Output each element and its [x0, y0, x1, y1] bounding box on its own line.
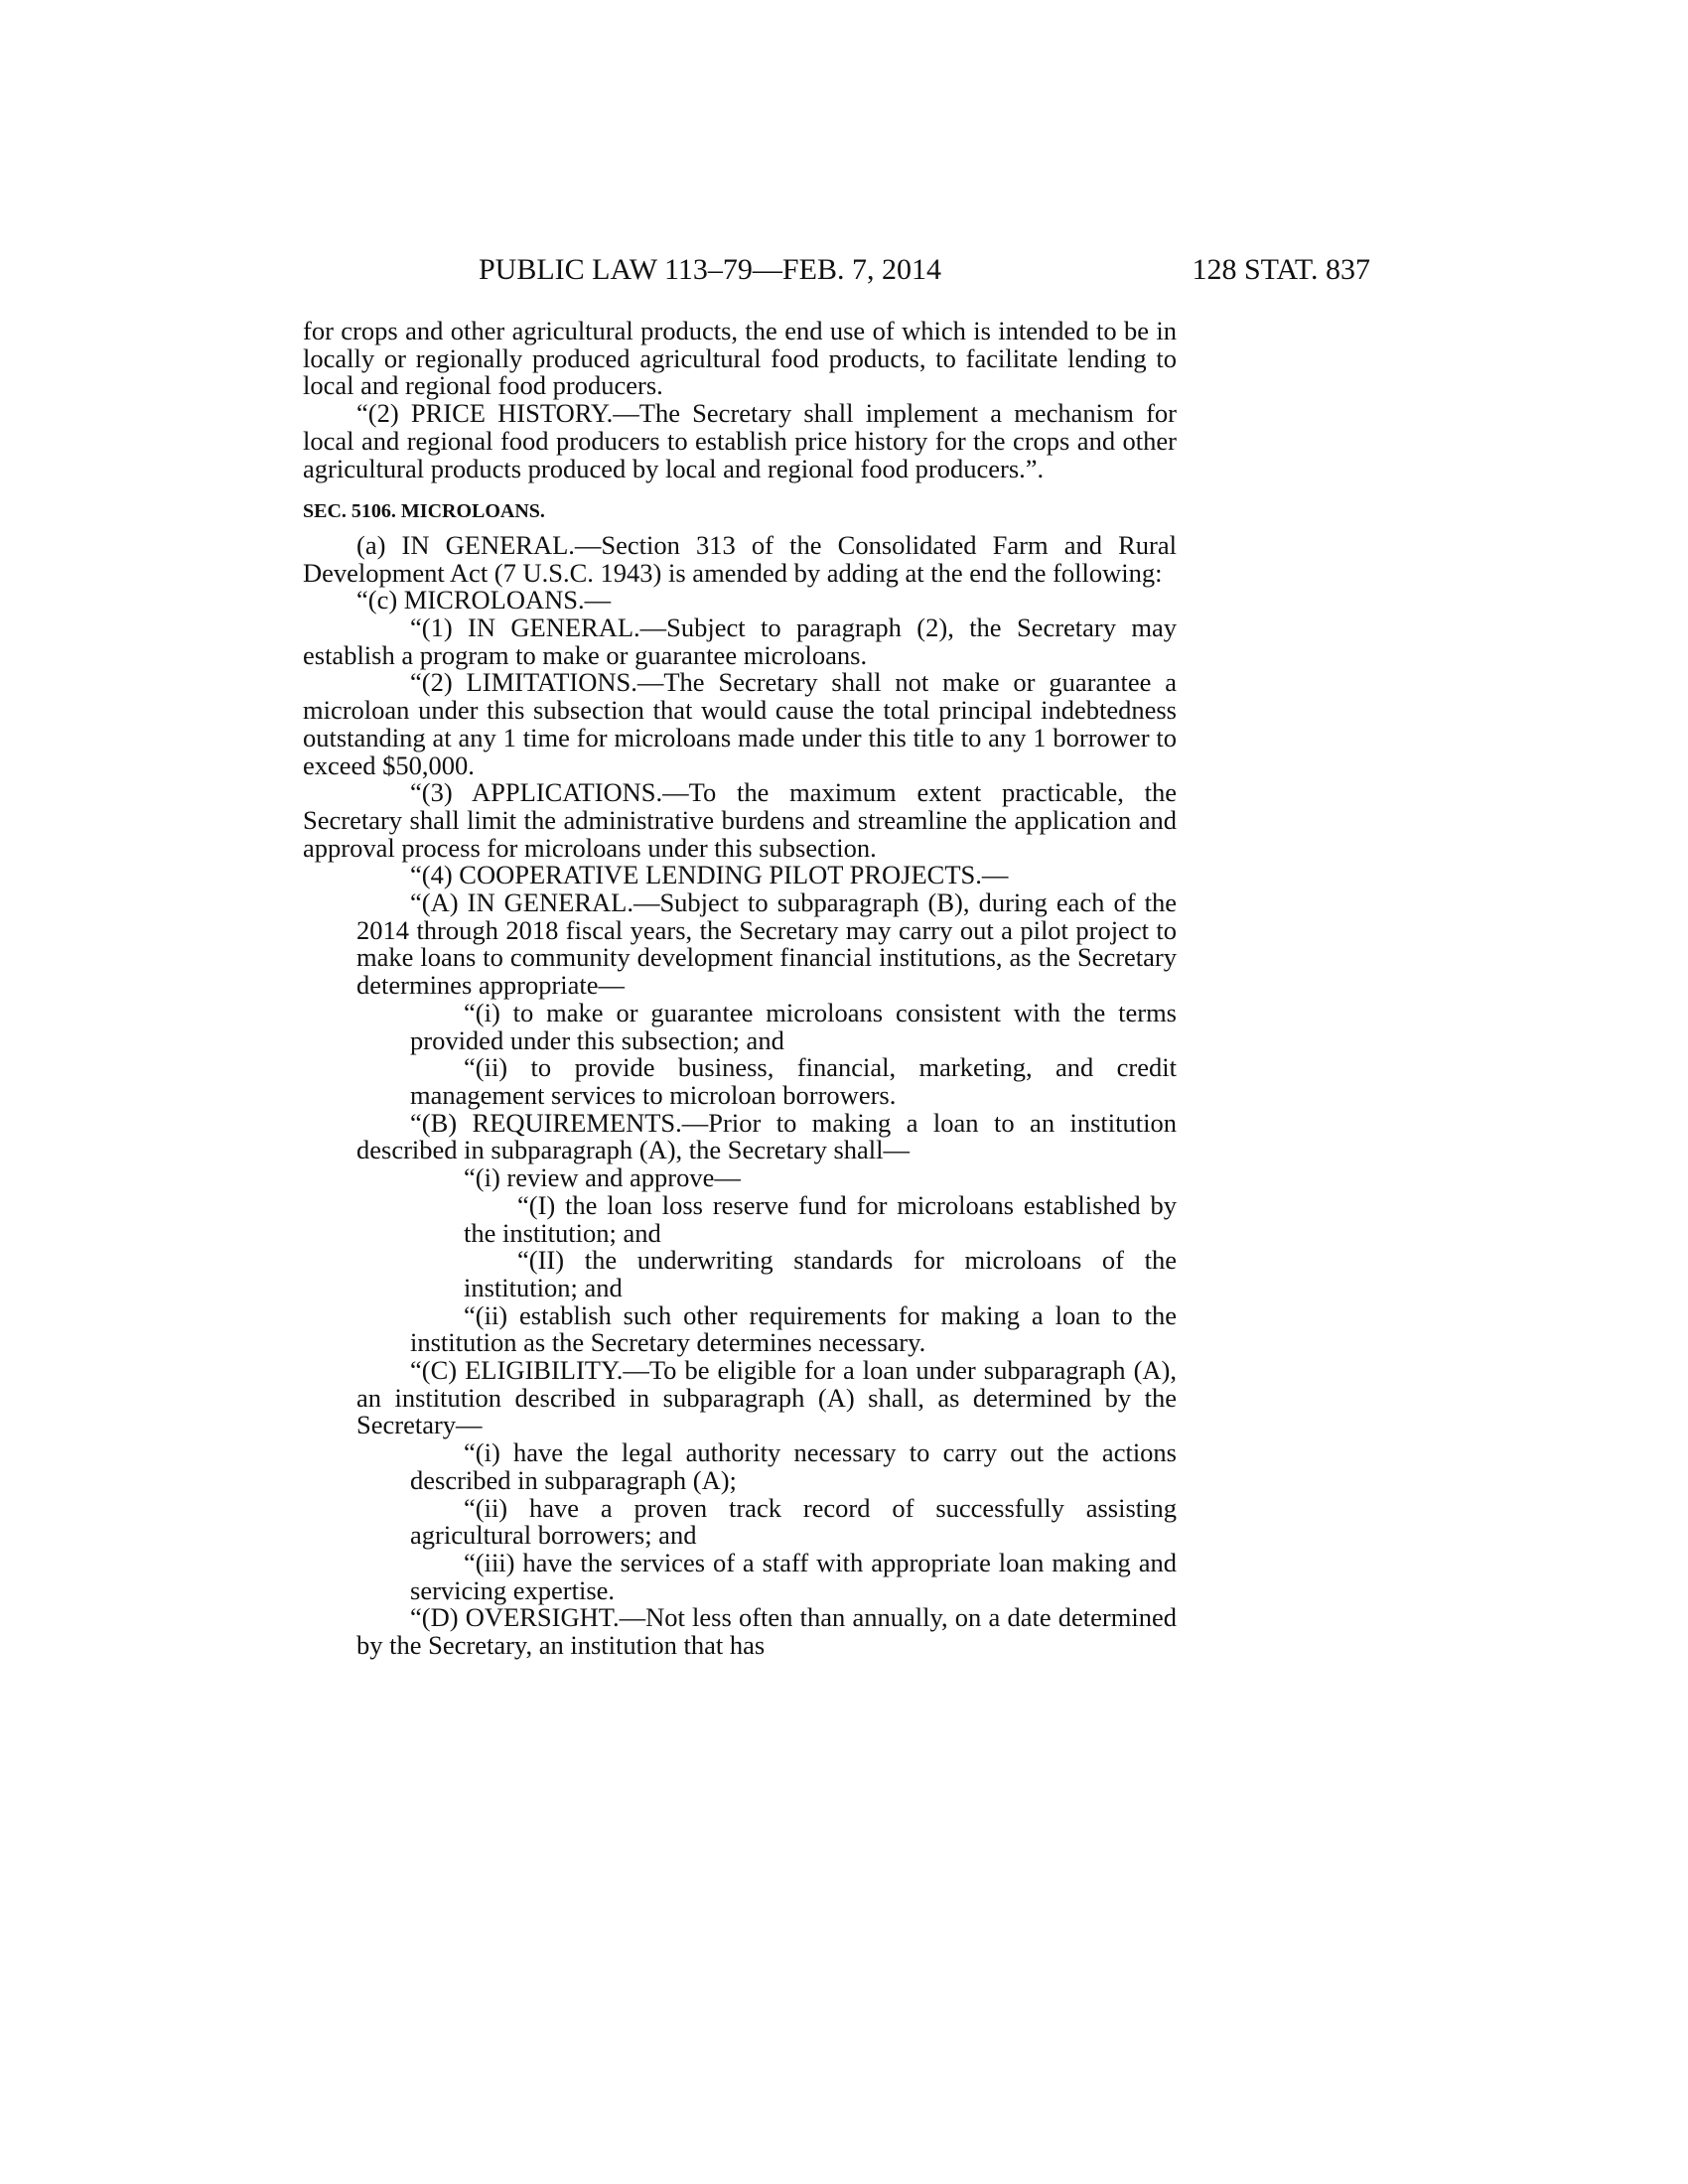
statute-page-number: 128 STAT. 837 — [1192, 253, 1370, 286]
paragraph-crops-continuation: for crops and other agricultural products, the end use of which is intended to be in locally or regionally produced agricultural food products, to facilitate lending to local and regional food producers. — [303, 316, 1177, 401]
paragraph-4c-iii: “(iii) have the services of a staff with appropriate loan making and servicing expertise. — [410, 1547, 1177, 1605]
paragraph-4c-ii: “(ii) have a proven track record of successfully assisting agricultural borrowers; and — [410, 1492, 1177, 1551]
section-heading: SEC. 5106. MICROLOANS. — [303, 500, 545, 523]
paragraph-4a-i: “(i) to make or guarantee microloans consistent with the terms provided under this subsection; and — [410, 997, 1177, 1055]
paragraph-4d-oversight: “(D) OVERSIGHT.—Not less often than annually, on a date determined by the Secretary, an institution that has — [356, 1602, 1177, 1661]
header-title: PUBLIC LAW 113–79—FEB. 7, 2014 — [479, 253, 941, 286]
paragraph-4b-i-I: “(I) the loan loss reserve fund for microloans established by the institution; and — [464, 1189, 1177, 1248]
running-head — [298, 250, 1370, 290]
paragraph-1-in-general: “(1) IN GENERAL.—Subject to paragraph (2), the Secretary may establish a program to make or guarantee microloans. — [303, 613, 1177, 670]
statute-text — [303, 318, 1177, 1660]
paragraph-4b-ii: “(ii) establish such other requirements for making a loan to the institution as the Secretary determines necessary. — [410, 1299, 1177, 1358]
paragraph-c-microloans: “(c) MICROLOANS.— — [356, 585, 612, 615]
paragraph-4b-i-II: “(II) the underwriting standards for microloans of the institution; and — [464, 1245, 1177, 1302]
paragraph-price-history: “(2) PRICE HISTORY.—The Secretary shall implement a mechanism for local and regional food producers to establish price history for the crops and other agricultural products produced by local and regional food producers.”. — [303, 398, 1177, 483]
paragraph-3-applications: “(3) APPLICATIONS.—To the maximum extent practicable, the Secretary shall limit the administrative burdens and streamline the application and approval process for microloans under this subsection. — [303, 777, 1177, 863]
paragraph-4a-in-general: “(A) IN GENERAL.—Subject to subparagraph (B), during each of the 2014 through 2018 fiscal years, the Secretary may carry out a pilot project to make loans to community development financial institutions, as the Secretary determines appropriate— — [356, 887, 1177, 1001]
paragraph-2-limitations: “(2) LIMITATIONS.—The Secretary shall not make or guarantee a microloan under this subsection that would cause the total principal indebtedness outstanding at any 1 time for microloans made under this title to any 1 borrower to exceed $50,000. — [303, 667, 1177, 780]
paragraph-4-cooperative-lending: “(4) COOPERATIVE LENDING PILOT PROJECTS.— — [410, 860, 1009, 890]
paragraph-4b-requirements: “(B) REQUIREMENTS.—Prior to making a loan to an institution described in subparagraph (A), the Secretary shall— — [356, 1107, 1177, 1165]
paragraph-4b-i: “(i) review and approve— — [464, 1162, 741, 1193]
paragraph-4c-i: “(i) have the legal authority necessary to carry out the actions described in subparagraph (A); — [410, 1437, 1177, 1495]
paragraph-a-in-general: (a) IN GENERAL.—Section 313 of the Consolidated Farm and Rural Development Act (7 U.S.C. 1943) is amended by adding at the end the following: — [303, 529, 1177, 588]
paragraph-4a-ii: “(ii) to provide business, financial, marketing, and credit management services to microloan borrowers. — [410, 1052, 1177, 1110]
paragraph-4c-eligibility: “(C) ELIGIBILITY.—To be eligible for a loan under subparagraph (A), an institution described in subparagraph (A) shall, as determined by the Secretary— — [356, 1355, 1177, 1440]
